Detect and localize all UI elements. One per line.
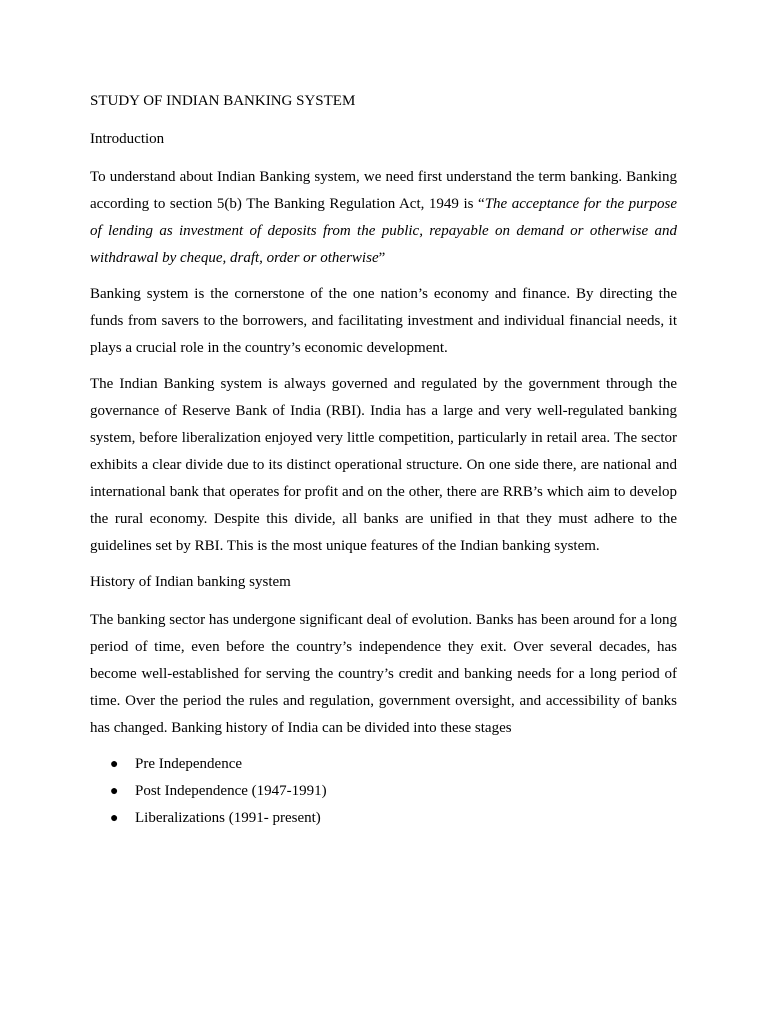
bullet-icon: ● xyxy=(110,784,119,799)
document-title: STUDY OF INDIAN BANKING SYSTEM xyxy=(90,93,356,109)
definition-quote: The acceptance for the purpose of lending as investment of deposits from the public, repayable on demand or otherwise and withdrawal by cheque, draft, order or otherwise xyxy=(90,196,677,266)
bullet-icon: ● xyxy=(110,811,119,826)
stages-list xyxy=(90,751,677,832)
paragraph-evolution: The banking sector has undergone significant deal of evolution. Banks has been around for a long period of time, even before the country’s independence they exit. Over several decades, has become well-established for serving the country’s credit and banking needs for a long period of time. Over the period the rules and regulation, government oversight, and accessibility of banks has changed. Banking history of India can be divided into these stages xyxy=(90,612,677,736)
list-item-label: Liberalizations (1991- present) xyxy=(135,810,321,826)
section-heading-introduction: Introduction xyxy=(90,131,165,147)
section-heading-history: History of Indian banking system xyxy=(90,574,291,590)
bullet-icon: ● xyxy=(110,757,119,772)
document-page xyxy=(90,88,677,832)
list-item xyxy=(90,751,677,778)
closing-quote-mark: ” xyxy=(378,250,386,266)
list-item xyxy=(90,778,677,805)
list-item-label: Pre Independence xyxy=(135,756,243,772)
list-item-label: Post Independence (1947-1991) xyxy=(135,783,327,799)
paragraph-cornerstone: Banking system is the cornerstone of the one nation’s economy and finance. By directing the funds from savers to the borrowers, and facilitating investment and individual financial needs, it plays a crucial role in the country’s economic development. xyxy=(90,286,677,356)
paragraph-text: To understand about Indian Banking system, we need first understand the term banking. Banking according to section 5(b) The Banking Regulation Act, 1949 is “ xyxy=(90,169,677,212)
list-item xyxy=(90,805,677,832)
paragraph-banking-definition xyxy=(90,164,677,272)
paragraph-rbi-governance: The Indian Banking system is always governed and regulated by the government through the governance of Reserve Bank of India (RBI). India has a large and very well-regulated banking system, before liberalization enjoyed very little competition, particularly in retail area. The sector exhibits a clear divide due to its distinct operational structure. On one side there, are national and international bank that operates for profit and on the other, there are RRB’s which aim to develop the rural economy. Despite this divide, all banks are unified in that they must adhere to the guidelines set by RBI. This is the most unique features of the Indian banking system. xyxy=(90,376,677,554)
